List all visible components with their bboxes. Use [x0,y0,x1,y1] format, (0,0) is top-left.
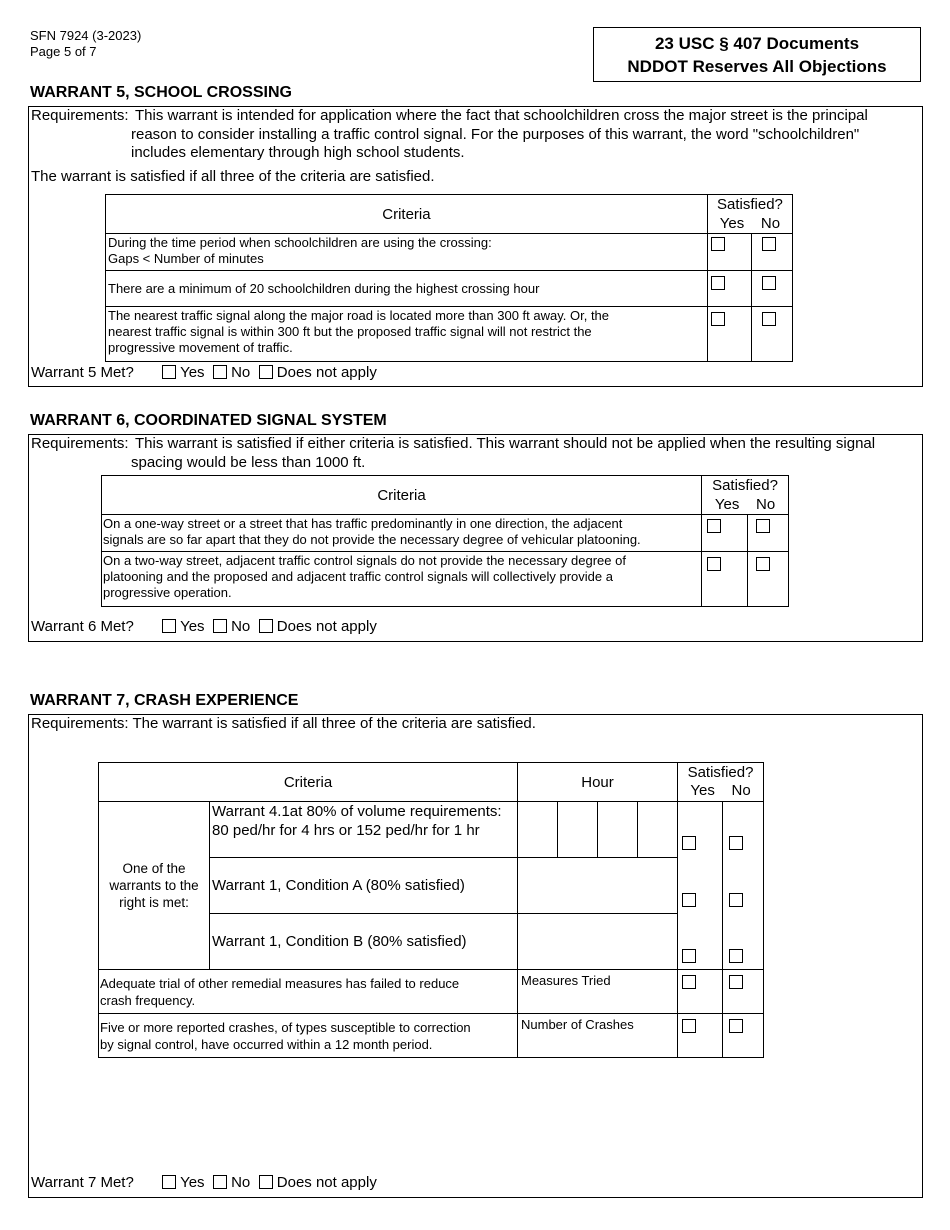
hour-cell[interactable] [598,802,638,858]
requirements-label: Requirements: [31,107,129,124]
sub-warrant-1b: Warrant 1, Condition B (80% satisfied) [210,914,518,970]
criteria-row [106,234,708,271]
met-yes-label: Yes [180,618,205,635]
checkbox-no[interactable] [729,975,743,989]
checkbox-yes[interactable] [711,276,725,290]
met-na-checkbox[interactable] [259,1175,273,1189]
no-label: No [756,496,776,513]
checkbox-yes[interactable] [707,519,721,533]
warrant6-title: WARRANT 6, COORDINATED SIGNAL SYSTEM [30,412,387,429]
checkbox-no[interactable] [762,312,776,326]
sub-warrant-4-1 [210,802,518,858]
criteria-row-remedial [99,970,518,1014]
criteria-text: Gaps < Number of minutes [108,251,264,266]
satisfied-label: Satisfied? [687,764,754,781]
criteria-text: platooning and the proposed and adjacent traffic control signals will collectively provide a [103,569,613,584]
yes-cell [678,858,723,914]
checkbox-no[interactable] [729,836,743,850]
yes-cell [678,914,723,970]
group-label-text: right is met: [119,895,189,910]
yes-no-labels [702,495,788,514]
checkbox-yes[interactable] [682,1019,696,1033]
warrant5-criteria-table [105,194,793,362]
sub-warrant-text: Warrant 4.1at 80% of volume requirements: [212,803,502,820]
requirements-text-2: spacing would be less than 1000 ft. [131,453,366,471]
checkbox-yes[interactable] [682,893,696,907]
criteria-text: There are a minimum of 20 schoolchildren during the highest crossing hour [108,280,540,296]
checkbox-no[interactable] [756,557,770,571]
no-cell [723,858,764,914]
checkbox-yes[interactable] [711,312,725,326]
warrant6-section [28,434,923,642]
criteria-text: On a one-way street or a street that has traffic predominantly in one direction, the adjacent [103,516,623,531]
warrant5-requirements [29,107,922,167]
warrant5-satisfied-note: The warrant is satisfied if all three of the criteria are satisfied. [31,168,435,185]
criteria-row [106,307,708,362]
met-na-checkbox[interactable] [259,619,273,633]
met-no-label: No [231,1174,251,1191]
no-label: No [760,215,781,232]
met-yes-checkbox[interactable] [162,1175,176,1189]
satisfied-header [702,476,789,515]
group-label-text: One of the [122,861,186,876]
yes-no-labels [708,214,792,233]
checkbox-no[interactable] [756,519,770,533]
measures-tried-field[interactable]: Measures Tried [518,970,678,1014]
satisfied-label: Satisfied? [712,477,778,494]
no-cell [723,1014,764,1058]
warrant-group-label [99,802,210,970]
hour-cell[interactable] [638,802,678,858]
form-number: SFN 7924 (3-2023) [30,28,142,43]
criteria-text: During the time period when schoolchildren are using the crossing: [108,235,492,250]
sub-warrant-1a: Warrant 1, Condition A (80% satisfied) [210,858,518,914]
notice-line-1: 23 USC § 407 Documents [654,34,860,53]
checkbox-no[interactable] [762,237,776,251]
requirements-text-2: reason to consider installing a traffic control signal. For the purposes of this warrant, the word "schoolchildren" [131,125,860,143]
criteria-text: by signal control, have occurred within a 12 month period. [100,1036,433,1052]
criteria-text: Adequate trial of other remedial measures has failed to reduce [100,975,460,991]
yes-cell [678,802,723,858]
yes-label: Yes [714,496,740,513]
yes-label: Yes [719,215,745,232]
criteria-text: progressive operation. [103,585,232,600]
no-cell [748,552,789,607]
yes-no-labels [678,782,763,800]
criteria-row [102,515,702,552]
warrant7-title: WARRANT 7, CRASH EXPERIENCE [30,692,299,709]
yes-cell [707,307,751,362]
satisfied-header [707,195,792,234]
met-yes-checkbox[interactable] [162,365,176,379]
criteria-text: signals are so far apart that they do not provide the necessary degree of vehicular platooning. [103,532,641,547]
no-cell [751,234,792,271]
warrant7-section [28,714,923,1198]
warrant5-section [28,106,923,387]
yes-cell [678,970,723,1014]
hour-header: Hour [518,763,678,802]
met-na-label: Does not apply [276,1174,377,1191]
met-na-checkbox[interactable] [259,365,273,379]
met-no-label: No [231,364,251,381]
warrant-met-label: Warrant 6 Met? [31,618,134,635]
warrant5-title: WARRANT 5, SCHOOL CROSSING [30,84,292,101]
warrant7-criteria-table [98,762,764,1058]
checkbox-no[interactable] [729,949,743,963]
requirements-text-3: includes elementary through high school students. [131,144,465,161]
legal-notice-box [593,27,921,82]
checkbox-yes[interactable] [682,836,696,850]
warrant6-met-row [31,618,377,635]
yes-cell [702,515,748,552]
no-cell [723,970,764,1014]
checkbox-no[interactable] [729,893,743,907]
criteria-text: On a two-way street, adjacent traffic control signals do not provide the necessary degree of [103,553,626,568]
warrant7-requirements: Requirements: The warrant is satisfied if all three of the criteria are satisfied. [31,715,536,732]
met-yes-label: Yes [180,1174,205,1191]
met-na-label: Does not apply [276,364,377,381]
criteria-text: Five or more reported crashes, of types susceptible to correction [100,1019,471,1035]
yes-cell [702,552,748,607]
hour-cell[interactable] [518,858,678,914]
criteria-row [106,271,708,307]
group-label-text: warrants to the [109,878,199,893]
criteria-header: Criteria [99,763,518,802]
warrant7-met-row [31,1174,377,1191]
yes-cell [678,1014,723,1058]
satisfied-label: Satisfied? [717,196,783,213]
hour-cell[interactable] [518,802,558,858]
criteria-header: Criteria [106,195,708,234]
criteria-text: crash frequency. [100,992,196,1008]
warrant-met-label: Warrant 7 Met? [31,1174,134,1191]
no-label: No [731,782,751,799]
warrant5-met-row [31,364,377,381]
criteria-text: nearest traffic signal is within 300 ft but the proposed traffic signal will not restrict the [108,324,592,339]
checkbox-no[interactable] [729,1019,743,1033]
requirements-text-1: This warrant is satisfied if either criteria is satisfied. This warrant should not be applied when the resulting signal [135,435,876,452]
met-yes-label: Yes [180,364,205,381]
warrant-met-label: Warrant 5 Met? [31,364,134,381]
met-no-checkbox[interactable] [213,365,227,379]
checkbox-yes[interactable] [707,557,721,571]
hour-cell[interactable] [518,914,678,970]
met-yes-checkbox[interactable] [162,619,176,633]
no-cell [723,802,764,858]
requirements-label: Requirements: [31,435,129,452]
criteria-text: progressive movement of traffic. [108,340,293,355]
yes-label: Yes [690,782,715,799]
criteria-row [102,552,702,607]
warrant6-requirements [29,435,922,475]
sub-warrant-text: 80 ped/hr for 4 hrs or 152 ped/hr for 1 hr [212,822,480,839]
met-no-label: No [231,618,251,635]
yes-cell [707,271,751,307]
checkbox-yes[interactable] [682,949,696,963]
checkbox-no[interactable] [762,276,776,290]
hour-cell[interactable] [558,802,598,858]
no-cell [751,307,792,362]
requirements-text-1: This warrant is intended for application where the fact that schoolchildren cross the major street is the principal [135,107,868,124]
criteria-row-crashes [99,1014,518,1058]
met-no-checkbox[interactable] [213,619,227,633]
checkbox-yes[interactable] [711,237,725,251]
yes-cell [707,234,751,271]
number-of-crashes-field[interactable]: Number of Crashes [518,1014,678,1058]
notice-line-2: NDDOT Reserves All Objections [627,57,887,76]
page-number: Page 5 of 7 [30,44,97,59]
checkbox-yes[interactable] [682,975,696,989]
criteria-text: The nearest traffic signal along the major road is located more than 300 ft away. Or, the [108,308,610,323]
no-cell [723,914,764,970]
no-cell [751,271,792,307]
satisfied-header [678,763,764,802]
no-cell [748,515,789,552]
met-na-label: Does not apply [276,618,377,635]
met-no-checkbox[interactable] [213,1175,227,1189]
form-header [30,28,141,60]
warrant6-criteria-table [101,475,789,607]
criteria-header: Criteria [102,476,702,515]
